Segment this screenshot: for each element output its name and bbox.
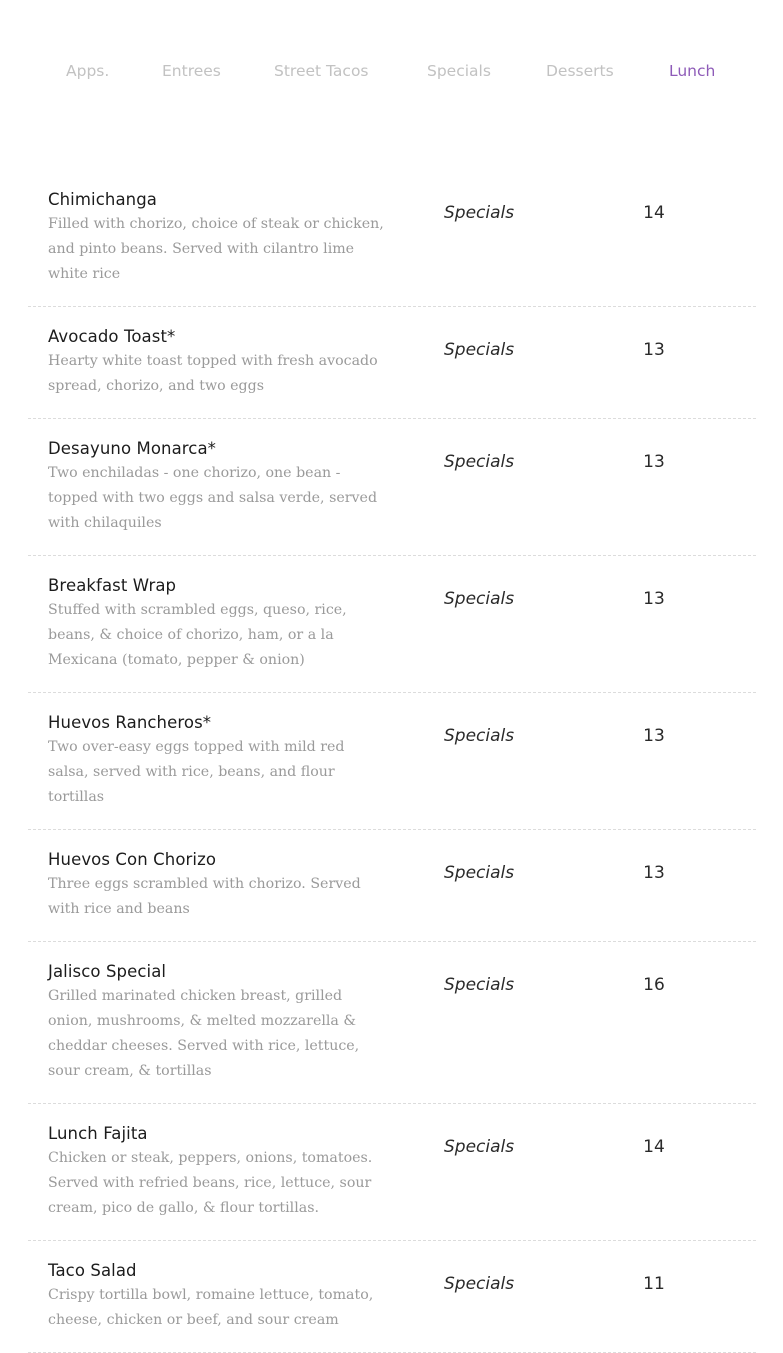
menu-item-category: Specials [444,452,515,472]
menu-item-huevos-rancheros [28,693,756,830]
menu-item-price: 13 [643,726,665,746]
menu-item-description: Three eggs scrambled with chorizo. Served with rice and beans [48,876,361,917]
menu-item-name: Chimichanga [48,190,158,209]
menu-item-name: Huevos Con Chorizo [48,850,217,869]
menu-item-description: Crispy tortilla bowl, romaine lettuce, tomato, cheese, chicken or beef, and sour cream [48,1287,374,1328]
menu-item-price: 13 [643,340,665,360]
menu-item-description: Filled with chorizo, choice of steak or chicken, and pinto beans. Served with cilantro lime white rice [48,216,384,282]
menu-item-text [48,438,386,536]
menu-item-name: Avocado Toast* [48,327,176,346]
tab-apps[interactable]: Apps. [66,62,110,80]
menu-item-text [48,961,386,1084]
menu-item-text [48,712,386,810]
tab-entrees[interactable]: Entrees [162,62,221,80]
menu-item-price: 14 [643,1137,665,1157]
menu-item-price: 13 [643,452,665,472]
menu-item-avocado-toast [28,307,756,419]
menu-item-description: Grilled marinated chicken breast, grilled onion, mushrooms, & melted mozzarella & cheddar cheeses. Served with rice, lettuce, sour cream, & tortillas [48,988,360,1079]
menu-item-breakfast-wrap [28,556,756,693]
menu-item-text [48,849,386,922]
menu-item-category: Specials [444,203,515,223]
menu-item-text [48,326,386,399]
menu-item-text [48,575,386,673]
menu-item-chimichanga [28,170,756,307]
tab-desserts[interactable]: Desserts [546,62,614,80]
menu-item-category: Specials [444,1137,515,1157]
menu-item-name: Huevos Rancheros* [48,713,212,732]
menu-item-price: 13 [643,863,665,883]
menu-item-text [48,189,386,287]
menu-item-name: Desayuno Monarca* [48,439,217,458]
tab-lunch[interactable]: Lunch [669,62,716,80]
menu-item-price: 13 [643,589,665,609]
tab-specials[interactable]: Specials [427,62,491,80]
menu-item-category: Specials [444,1274,515,1294]
menu-item-jalisco-special [28,942,756,1104]
menu-item-description: Stuffed with scrambled eggs, queso, rice, beans, & choice of chorizo, ham, or a la Mexicana (tomato, pepper & onion) [48,602,347,668]
menu-item-description: Two over-easy eggs topped with mild red salsa, served with rice, beans, and flour tortillas [48,739,345,805]
menu-item-text [48,1123,386,1221]
menu-item-price: 16 [643,975,665,995]
menu-item-category: Specials [444,340,515,360]
menu-item-category: Specials [444,863,515,883]
menu-item-price: 11 [643,1274,665,1294]
menu-item-category: Specials [444,589,515,609]
menu-item-category: Specials [444,975,515,995]
menu-item-description: Hearty white toast topped with fresh avocado spread, chorizo, and two eggs [48,353,378,394]
menu-item-huevos-con-chorizo [28,830,756,942]
menu-item-description: Two enchiladas - one chorizo, one bean - topped with two eggs and salsa verde, served with chilaquiles [48,465,378,531]
menu-category-tabs [0,50,783,94]
menu-item-name: Jalisco Special [48,962,167,981]
menu-item-name: Taco Salad [48,1261,137,1280]
menu-item-list [28,170,756,1353]
menu-item-description: Chicken or steak, peppers, onions, tomatoes. Served with refried beans, rice, lettuce, sour cream, pico de gallo, & flour tortillas. [48,1150,373,1216]
menu-item-taco-salad [28,1241,756,1353]
menu-item-desayuno-monarca [28,419,756,556]
menu-item-name: Breakfast Wrap [48,576,177,595]
tab-street-tacos[interactable]: Street Tacos [274,62,369,80]
menu-item-price: 14 [643,203,665,223]
menu-item-name: Lunch Fajita [48,1124,148,1143]
menu-item-lunch-fajita [28,1104,756,1241]
menu-item-text [48,1260,386,1333]
menu-item-category: Specials [444,726,515,746]
